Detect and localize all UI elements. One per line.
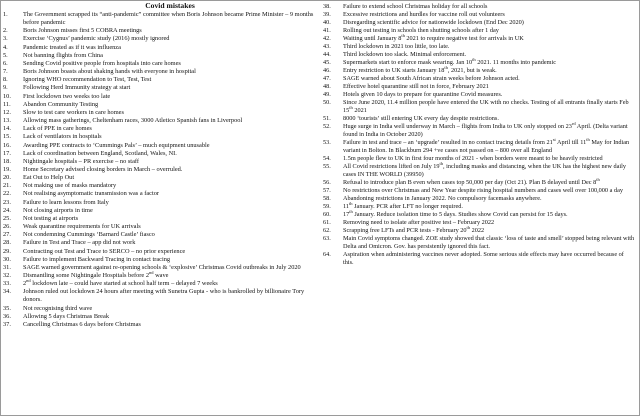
item-text: Abandoning restrictions in January 2022. No compulsory facemasks anywhere. <box>343 195 542 202</box>
item-number: 49. <box>323 91 331 98</box>
item-number: 24. <box>3 206 11 214</box>
item-number: 1. <box>3 11 8 18</box>
item-text: Cancelling Christmas 6 days before Christmas <box>23 320 141 328</box>
item-text: Not closing airports in time <box>23 206 93 214</box>
list-item <box>1 142 321 150</box>
list-item <box>1 27 321 35</box>
item-number: 29. <box>3 247 11 255</box>
list-item <box>1 93 321 101</box>
item-text: Not testing at airports <box>23 214 79 222</box>
item-text: Dismantling some Nightingale Hospitals before 2nd wave <box>23 269 169 279</box>
item-number: 11. <box>3 100 11 108</box>
item-text: Failure in test and trace – an ‘upgrade’ resulted in no contact tracing details from 21st April till 11th May for Indian variant in Bolton. In Blackburn 294 +ve cases not passed on – 800 over all England <box>343 136 630 154</box>
item-number: 52. <box>323 123 331 130</box>
item-number: 9. <box>3 84 8 92</box>
item-number: 63. <box>323 235 331 242</box>
item-number: 46. <box>323 67 331 74</box>
item-text: Following Herd Immunity strategy at start <box>23 84 131 92</box>
item-number: 33. <box>3 280 11 288</box>
item-text: Lack of coordination between England, Scotland, Wales, NI. <box>23 149 177 157</box>
item-text: Not making use of masks mandatory <box>23 182 117 190</box>
left-list <box>1 11 321 329</box>
item-text: Boris Johnson boasts about shaking hands with everyone in hospital <box>23 68 196 76</box>
item-number: 21. <box>3 182 11 190</box>
item-text: Refusal to introduce plan B even when cases top 50,000 per day (Oct 21). Plan B delayed until Dec 8th <box>343 176 600 186</box>
list-item <box>1 313 321 321</box>
item-number: 38. <box>323 3 331 10</box>
item-text: Failure to implement Backward Tracing in contact tracing <box>23 255 171 263</box>
item-number: 19. <box>3 165 11 173</box>
list-item <box>1 305 321 313</box>
list-item <box>321 83 640 91</box>
item-text: Not realising asymptomatic transmission was a factor <box>23 190 160 198</box>
item-number: 64. <box>323 251 331 258</box>
item-number: 51. <box>323 115 331 122</box>
list-item <box>321 75 640 83</box>
item-text: 2nd lockdown late – could have started at school half term – delayed 7 weeks <box>23 278 218 288</box>
item-number: 53. <box>323 139 331 146</box>
item-number: 62. <box>323 227 331 234</box>
item-number: 54. <box>323 155 331 162</box>
list-item <box>1 231 321 239</box>
item-text: Waiting until January 8th 2021 to require negative test for arrivals in UK <box>343 32 524 42</box>
list-item <box>1 174 321 182</box>
item-number: 30. <box>3 255 11 263</box>
list-item <box>321 187 640 195</box>
list-item <box>321 224 640 235</box>
list-item <box>1 84 321 92</box>
item-number: 41. <box>323 27 331 34</box>
list-item <box>321 91 640 99</box>
item-text: Allowing 5 days Christmas Break <box>23 312 109 320</box>
item-number: 8. <box>3 76 8 84</box>
item-text: Contracting out Test and Trace to SERCO – no prior experience <box>23 247 186 255</box>
item-text: Failure in Test and Trace – app did not work <box>23 239 136 247</box>
item-text: Huge surge in India well underway in March – flights from India to UK only stopped on 23rd April. (Delta variant found in India in October 2020) <box>343 120 628 138</box>
list-item <box>1 52 321 60</box>
item-number: 40. <box>323 19 331 26</box>
item-text: Ignoring WHO recommendation to Test, Test, Test <box>23 76 152 84</box>
item-text: Home Secretary advised closing borders in March – overruled. <box>23 165 183 173</box>
list-item <box>1 199 321 207</box>
item-text: Rolling out testing in schools then shutting schools after 1 day <box>343 27 499 34</box>
item-number: 10. <box>3 92 11 100</box>
item-number: 59. <box>323 203 331 210</box>
item-number: 20. <box>3 174 11 182</box>
list-item <box>321 27 640 35</box>
item-text: Failure to learn lessons from Italy <box>23 198 109 206</box>
item-text: The Government scrapped its “anti-pandemic” committee when Boris Johnson became Prime Minister – 9 months before pandemic <box>23 11 314 27</box>
item-text: Failure to extend school Christmas holiday for all schools <box>343 3 488 10</box>
item-text: Abandon Community Testing <box>23 100 99 108</box>
item-number: 14. <box>3 125 11 133</box>
list-item <box>321 176 640 187</box>
item-number: 6. <box>3 59 8 67</box>
right-list <box>321 3 640 267</box>
list-item <box>321 43 640 51</box>
list-item <box>1 150 321 158</box>
list-item <box>321 19 640 27</box>
list-item <box>321 251 640 267</box>
list-item <box>1 133 321 141</box>
list-item <box>1 35 321 43</box>
list-item <box>321 3 640 11</box>
item-text: 1.5m people flew to UK in first four months of 2021 - when borders were meant to be heavily restricted <box>343 155 603 162</box>
item-number: 22. <box>3 190 11 198</box>
item-text: Lack of PPE in care homes <box>23 125 92 133</box>
item-text: Third lockdown too slack. Minimal enforcement. <box>343 51 467 58</box>
item-number: 42. <box>323 35 331 42</box>
item-text: Since June 2020, 11.4 million people have entered the UK with no checks. Testing of all entrants finally starts Feb 15th 2021 <box>343 99 629 114</box>
page-title: Covid mistakes <box>145 1 195 10</box>
list-item <box>1 256 321 264</box>
item-text: First lockdown two weeks too late <box>23 92 111 100</box>
item-number: 23. <box>3 198 11 206</box>
list-item <box>1 60 321 68</box>
list-item <box>1 239 321 247</box>
list-item <box>321 32 640 43</box>
item-number: 4. <box>3 43 8 51</box>
item-text: Disregarding scientific advice for nationwide lockdown (End Dec 2020) <box>343 19 524 26</box>
list-item <box>321 200 640 211</box>
list-item <box>321 56 640 67</box>
item-text: 8000 ‘tourists’ still entering UK every day despite restrictions. <box>343 115 499 122</box>
list-item <box>1 223 321 231</box>
item-text: Lack of ventilators in hospitals <box>23 133 102 141</box>
item-number: 34. <box>3 288 11 296</box>
item-text: Not condemning Cummings ‘Barnard Castle’ fiasco <box>23 231 155 239</box>
item-number: 32. <box>3 272 11 279</box>
item-number: 26. <box>3 223 11 231</box>
item-number: 57. <box>323 187 331 194</box>
list-item <box>321 136 640 155</box>
list-item <box>321 51 640 59</box>
list-item <box>321 115 640 123</box>
item-text: Slow to test care workers in care homes <box>23 108 124 116</box>
item-number: 58. <box>323 195 331 202</box>
list-item <box>1 215 321 223</box>
item-number: 47. <box>323 75 331 82</box>
item-text: Weak quarantine requirements for UK arrivals <box>23 223 141 231</box>
item-text: All Covid restrictions lifted on July 19th, including masks and distancing, when the UK has the highest new daily cases IN THE WORLD (39950) <box>343 160 626 178</box>
item-text: Exercise ‘Cygnus’ pandemic study (2016) mostly ignored <box>23 35 170 43</box>
item-number: 39. <box>323 11 331 18</box>
item-number: 35. <box>3 304 11 312</box>
item-text: Boris Johnson misses first 5 COBRA meetings <box>23 27 142 35</box>
item-text: Eat Out to Help Out <box>23 174 75 182</box>
item-number: 37. <box>3 320 11 328</box>
item-text: Allowing mass gatherings, Cheltenham races, 3000 Atletico Spanish fans in Liverpool <box>23 117 243 125</box>
item-number: 15. <box>3 133 11 141</box>
list-item <box>1 68 321 76</box>
item-number: 5. <box>3 51 8 59</box>
item-text: 17th January. Reduce isolation time to 5 days. Studies show Covid can persist for 15 days. <box>343 208 568 218</box>
item-text: Aspiration when administering vaccines never adopted. Some serious side effects may have occurred because of this. <box>343 251 624 266</box>
item-number: 13. <box>3 117 11 125</box>
item-number: 50. <box>323 99 331 106</box>
list-item <box>321 160 640 179</box>
item-text: Not banning flights from China <box>23 51 103 59</box>
list-item <box>321 11 640 19</box>
item-number: 43. <box>323 43 331 50</box>
item-number: 17. <box>3 149 11 157</box>
item-text: Third lockdown in 2021 too little, too late. <box>343 43 450 50</box>
item-text: Supermarkets start to enforce mask wearing. Jan 10th 2021. 11 months into pandemic <box>343 56 556 66</box>
item-text: SAGE warned government against re-opening schools & ‘explosive’ Christmas Covid outbreaks in July 2020 <box>23 263 301 271</box>
list-item <box>1 288 321 304</box>
item-text: SAGE warned about South African strain weeks before Johnson acted. <box>343 75 520 82</box>
list-item <box>1 264 321 272</box>
item-text: Nightingale hospitals – PR exercise – no staff <box>23 157 139 165</box>
item-number: 60. <box>323 211 331 218</box>
item-text: Awarding PPE contracts to ‘Cummings Pals’ – much equipment unusable <box>23 141 210 149</box>
item-number: 36. <box>3 312 11 320</box>
item-text: Pandemic treated as if it was influenza <box>23 43 121 51</box>
list-item <box>1 207 321 215</box>
list-item <box>321 235 640 251</box>
item-text: Sending Covid positive people from hospitals into care homes <box>23 59 181 67</box>
list-item <box>1 11 321 27</box>
item-text: Entry restriction to UK starts January 18th, 2021, but is weak. <box>343 64 497 74</box>
list-item <box>1 280 321 288</box>
item-number: 16. <box>3 141 11 149</box>
left-column <box>1 1 321 329</box>
item-number: 45. <box>323 59 331 66</box>
list-item <box>1 269 321 280</box>
list-item <box>1 125 321 133</box>
item-text: No restrictions over Christmas and New Year despite rising hospital numbers and cases well over 100,000 a day <box>343 187 623 194</box>
list-item <box>321 155 640 163</box>
list-item <box>321 195 640 203</box>
list-item <box>1 117 321 125</box>
item-number: 61. <box>323 219 331 226</box>
item-text: Effective hotel quarantine still not in force, February 2021 <box>343 83 489 90</box>
item-text: Johnson ruled out lockdown 24 hours after meeting with Sunetra Gupta - who is bankrolled by billionaire Tory donors. <box>23 288 305 304</box>
item-text: Hotels given 10 days to prepare for quarantine Covid measures. <box>343 91 503 98</box>
list-item <box>321 99 640 115</box>
item-number: 27. <box>3 231 11 239</box>
item-text: Main Covid symptoms changed. ZOE study showed that classic ‘loss of taste and smell’ stopped being relevant with Delta and Omicron. Gov. has persistently ignored this fact. <box>343 235 635 250</box>
item-number: 12. <box>3 108 11 116</box>
list-item <box>321 120 640 139</box>
item-text: Not recognising third wave <box>23 304 93 312</box>
list-item <box>1 44 321 52</box>
list-item <box>321 208 640 219</box>
item-number: 48. <box>323 83 331 90</box>
list-item <box>1 76 321 84</box>
item-number: 31. <box>3 263 11 271</box>
list-item <box>1 166 321 174</box>
list-item <box>1 109 321 117</box>
item-number: 44. <box>323 51 331 58</box>
item-text: Scrapping free LFTs and PCR tests - February 20th 2022 <box>343 224 485 234</box>
item-number: 3. <box>3 35 8 43</box>
item-number: 18. <box>3 157 11 165</box>
item-number: 2. <box>3 27 8 35</box>
item-number: 56. <box>323 179 331 186</box>
list-item <box>321 219 640 227</box>
item-number: 55. <box>323 163 331 170</box>
right-column <box>321 3 640 267</box>
list-item <box>1 101 321 109</box>
list-item <box>1 182 321 190</box>
item-text: Excessive restrictions and hurdles for vaccine roll out volunteers <box>343 11 505 18</box>
item-text: Removing need to isolate after positive test – February 2022 <box>343 219 495 226</box>
list-item <box>1 158 321 166</box>
item-text: 11th January. PCR after LFT no longer required. <box>343 200 463 210</box>
list-item <box>1 321 321 329</box>
item-number: 28. <box>3 239 11 247</box>
list-item <box>1 248 321 256</box>
list-item <box>321 64 640 75</box>
item-number: 7. <box>3 68 8 76</box>
list-item <box>1 190 321 198</box>
item-number: 25. <box>3 214 11 222</box>
